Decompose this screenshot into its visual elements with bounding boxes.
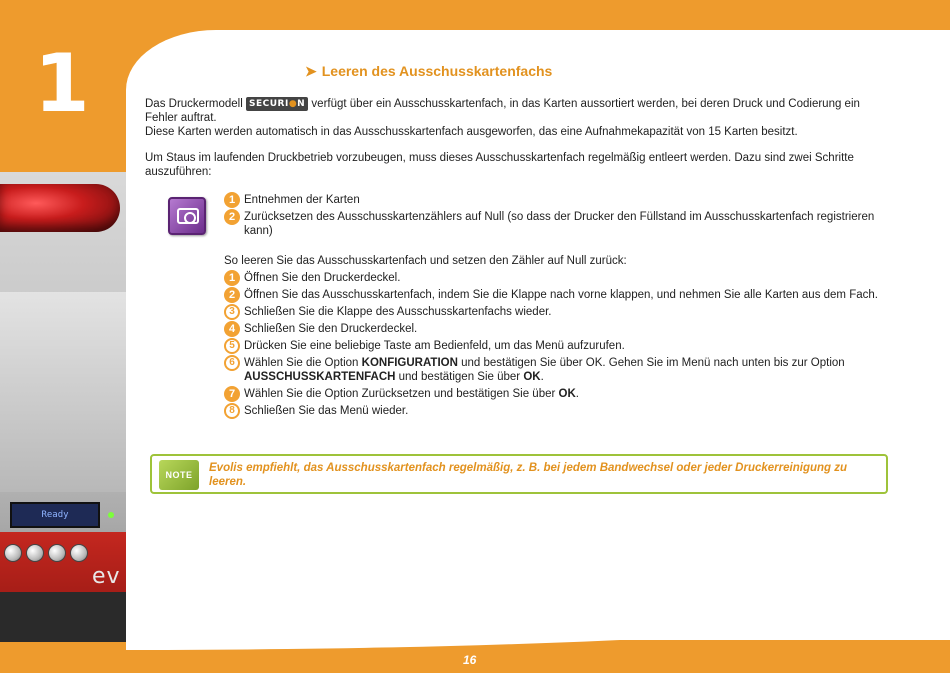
step-text: und bestätigen Sie über — [398, 371, 521, 383]
intro-paragraph — [145, 97, 893, 139]
ok-label: OK — [558, 388, 576, 400]
option-konfiguration: KONFIGURATION — [361, 357, 458, 369]
step-number: 1 — [224, 270, 240, 286]
printer-button — [4, 544, 22, 562]
securion-logo: SECURI●N — [246, 97, 308, 111]
step-punct: . — [540, 371, 544, 383]
step-number: 8 — [224, 403, 240, 419]
step-number: 4 — [224, 321, 240, 337]
section-title-text: Leeren des Ausschusskartenfachs — [321, 63, 553, 79]
printer-button — [26, 544, 44, 562]
note-box — [150, 454, 888, 494]
printer-lcd-screen: Ready — [10, 502, 100, 528]
step-number: 3 — [224, 304, 240, 320]
procedure-lead: So leeren Sie das Ausschusskartenfach und setzen den Zähler auf Null zurück: — [224, 255, 627, 267]
section-title — [305, 63, 552, 80]
step-text: und bestätigen Sie über OK. Gehen Sie im Menü nach unten bis zur Option — [461, 357, 845, 369]
printer-base — [0, 592, 130, 642]
step-text: Schließen Sie die Klappe des Ausschusskartenfachs wieder. — [244, 306, 552, 318]
list-item — [224, 210, 894, 238]
step-text: Entnehmen der Karten — [244, 194, 360, 206]
list-item — [224, 288, 894, 302]
note-icon: NOTE — [159, 460, 199, 490]
list-item — [224, 322, 894, 336]
step-text: Öffnen Sie das Ausschusskartenfach, indem Sie die Klappe nach vorne klappen, und nehmen Sie alle Karten aus dem Fach. — [244, 289, 878, 301]
option-ausschusskartenfach: AUSSCHUSSKARTENFACH — [244, 371, 396, 383]
printer-photo — [0, 172, 130, 642]
intro-capacity-text: Diese Karten werden automatisch in das Ausschusskartenfach ausgeworfen, das eine Aufnahmekapazität von 15 Karten besitzt. — [145, 126, 798, 138]
step-number: 7 — [224, 386, 240, 402]
list-item — [224, 193, 894, 207]
step-number: 1 — [224, 192, 240, 208]
printer-brand-logo: ev — [92, 564, 121, 589]
page-number: 16 — [463, 653, 477, 667]
step-number: 6 — [224, 355, 240, 371]
summary-steps — [224, 193, 894, 241]
step-text: Schließen Sie den Druckerdeckel. — [244, 323, 418, 335]
step-text: Zurücksetzen des Ausschusskartenzählers auf Null (so dass der Drucker den Füllstand im Ausschusskartenfach registrieren kann) — [244, 211, 875, 237]
intro-text: Das Druckermodell — [145, 98, 243, 110]
printer-led-icon — [108, 512, 114, 518]
list-item — [224, 356, 894, 384]
prevention-paragraph: Um Staus im laufenden Druckbetrieb vorzubeugen, muss dieses Ausschusskartenfach regelmäßig entleert werden. Dazu sind zwei Schritte auszuführen: — [145, 152, 854, 178]
step-punct: . — [575, 388, 579, 400]
printer-body — [0, 292, 130, 492]
ok-label: OK — [523, 371, 541, 383]
procedure-steps — [224, 254, 894, 421]
step-number: 2 — [224, 209, 240, 225]
note-text: Evolis empfiehlt, das Ausschusskartenfach regelmäßig, z. B. bei jedem Bandwechsel oder jeder Druckerreinigung zu leeren. — [209, 462, 848, 488]
step-number: 2 — [224, 287, 240, 303]
printer-button — [48, 544, 66, 562]
step-text: Wählen Sie die Option Zurücksetzen und bestätigen Sie über — [244, 388, 556, 400]
step-text: Öffnen Sie den Druckerdeckel. — [244, 272, 401, 284]
step-text: Schließen Sie das Menü wieder. — [244, 405, 409, 417]
printer-buttons — [4, 544, 104, 566]
camera-icon — [168, 197, 206, 235]
list-item — [224, 305, 894, 319]
intro-text: verfügt über ein Ausschusskartenfach, in das Karten aussortiert werden, bei deren Druck und Codierung ein Fehler auftrat. — [145, 98, 860, 124]
list-item — [224, 271, 894, 285]
arrow-right-icon: ➤ — [305, 63, 317, 79]
step-text: Wählen Sie die Option — [244, 357, 359, 369]
chapter-number: 1 — [34, 37, 90, 130]
printer-card-slot — [0, 184, 120, 232]
list-item — [224, 387, 894, 401]
step-number: 5 — [224, 338, 240, 354]
content-panel-curve — [126, 600, 950, 650]
list-item — [224, 339, 894, 353]
step-text: Drücken Sie eine beliebige Taste am Bedienfeld, um das Menü aufzurufen. — [244, 340, 625, 352]
printer-button — [70, 544, 88, 562]
list-item — [224, 404, 894, 418]
